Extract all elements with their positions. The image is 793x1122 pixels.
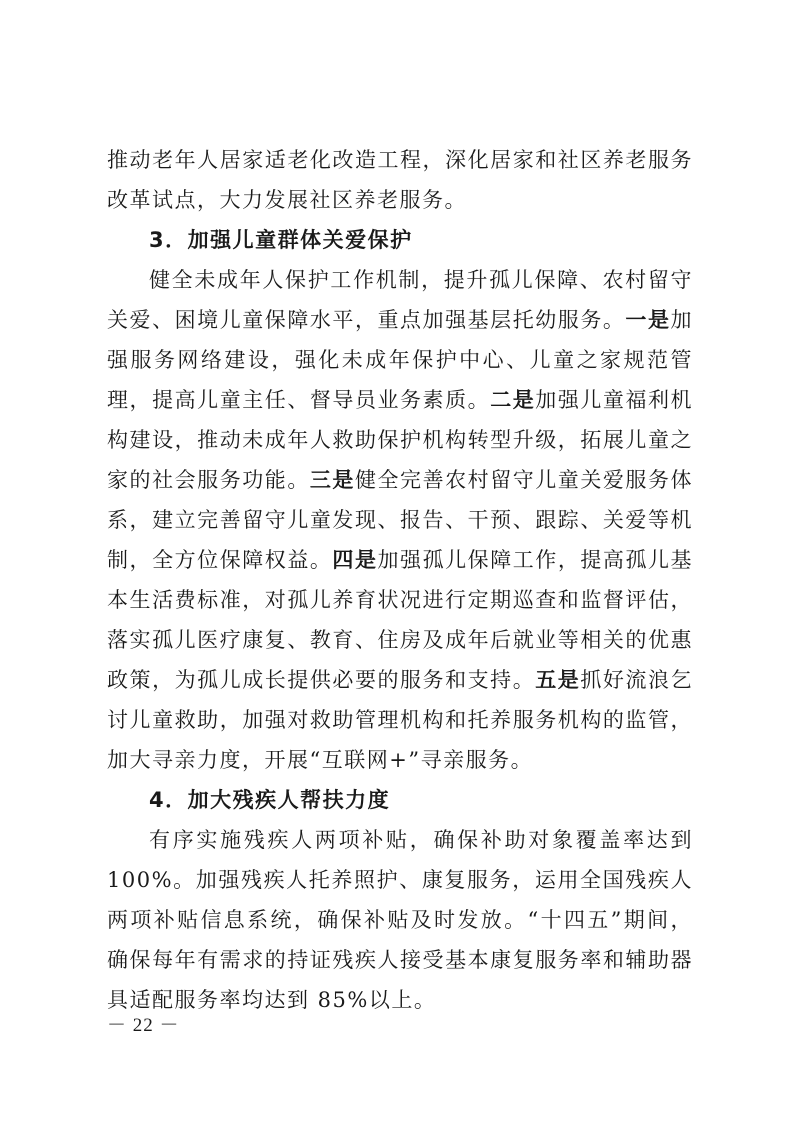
paragraph-disability-support: 有序实施残疾人两项补贴，确保补助对象覆盖率达到100%。加强残疾人托养照护、康复服务，运用全国残疾人两项补贴信息系统，确保补贴及时发放。“十四五”期间，确保每年有需求的持证残疾人接受基本康复服务率和辅助器具适配服务率均达到 85%以上。 — [107, 828, 693, 1012]
text-segment: 健全完善农村留守儿童关爱服务体系，建立完善留守儿童发现、报告、干预、跟踪、关爱等机制，全方位保障权益。 — [107, 468, 694, 572]
text-segment: 加强孤儿保障工作，提高孤儿基本生活费标准，对孤儿养育状况进行定期巡查和监督评估，落实孤儿医疗康复、教育、住房及成年后就业等相关的优惠政策，为孤儿成长提供必要的服务和支持。 — [107, 548, 694, 692]
heading-disability-support: 4．加大残疾人帮扶力度 — [149, 788, 391, 812]
lead-marker-second: 二是 — [490, 388, 536, 412]
lead-marker-first: 一是 — [625, 308, 671, 332]
paragraph-elderly-care: 推动老年人居家适老化改造工程，深化居家和社区养老服务改革试点，大力发展社区养老服务。 — [107, 148, 693, 212]
document-body — [107, 140, 693, 1020]
paragraph-child-protection — [107, 260, 693, 780]
lead-marker-fourth: 四是 — [332, 548, 378, 572]
text-segment: 加强服务网络建设，强化未成年保护中心、儿童之家规范管理，提高儿童主任、督导员业务素质。 — [107, 308, 694, 412]
text-segment: 加强儿童福利机构建设，推动未成年人救助保护机构转型升级，拓展儿童之家的社会服务功能。 — [107, 388, 694, 492]
lead-marker-fifth: 五是 — [535, 668, 581, 692]
text-segment: 抓好流浪乞讨儿童救助，加强对救助管理机构和托养服务机构的监管，加大寻亲力度，开展“互联网+”寻亲服务。 — [107, 668, 694, 772]
text-segment: 健全未成年人保护工作机制，提升孤儿保障、农村留守关爱、困境儿童保障水平，重点加强基层托幼服务。 — [107, 268, 693, 332]
lead-marker-third: 三是 — [309, 468, 355, 492]
page-number: － 22 － — [107, 1015, 180, 1036]
heading-child-protection: 3．加强儿童群体关爱保护 — [149, 228, 413, 252]
